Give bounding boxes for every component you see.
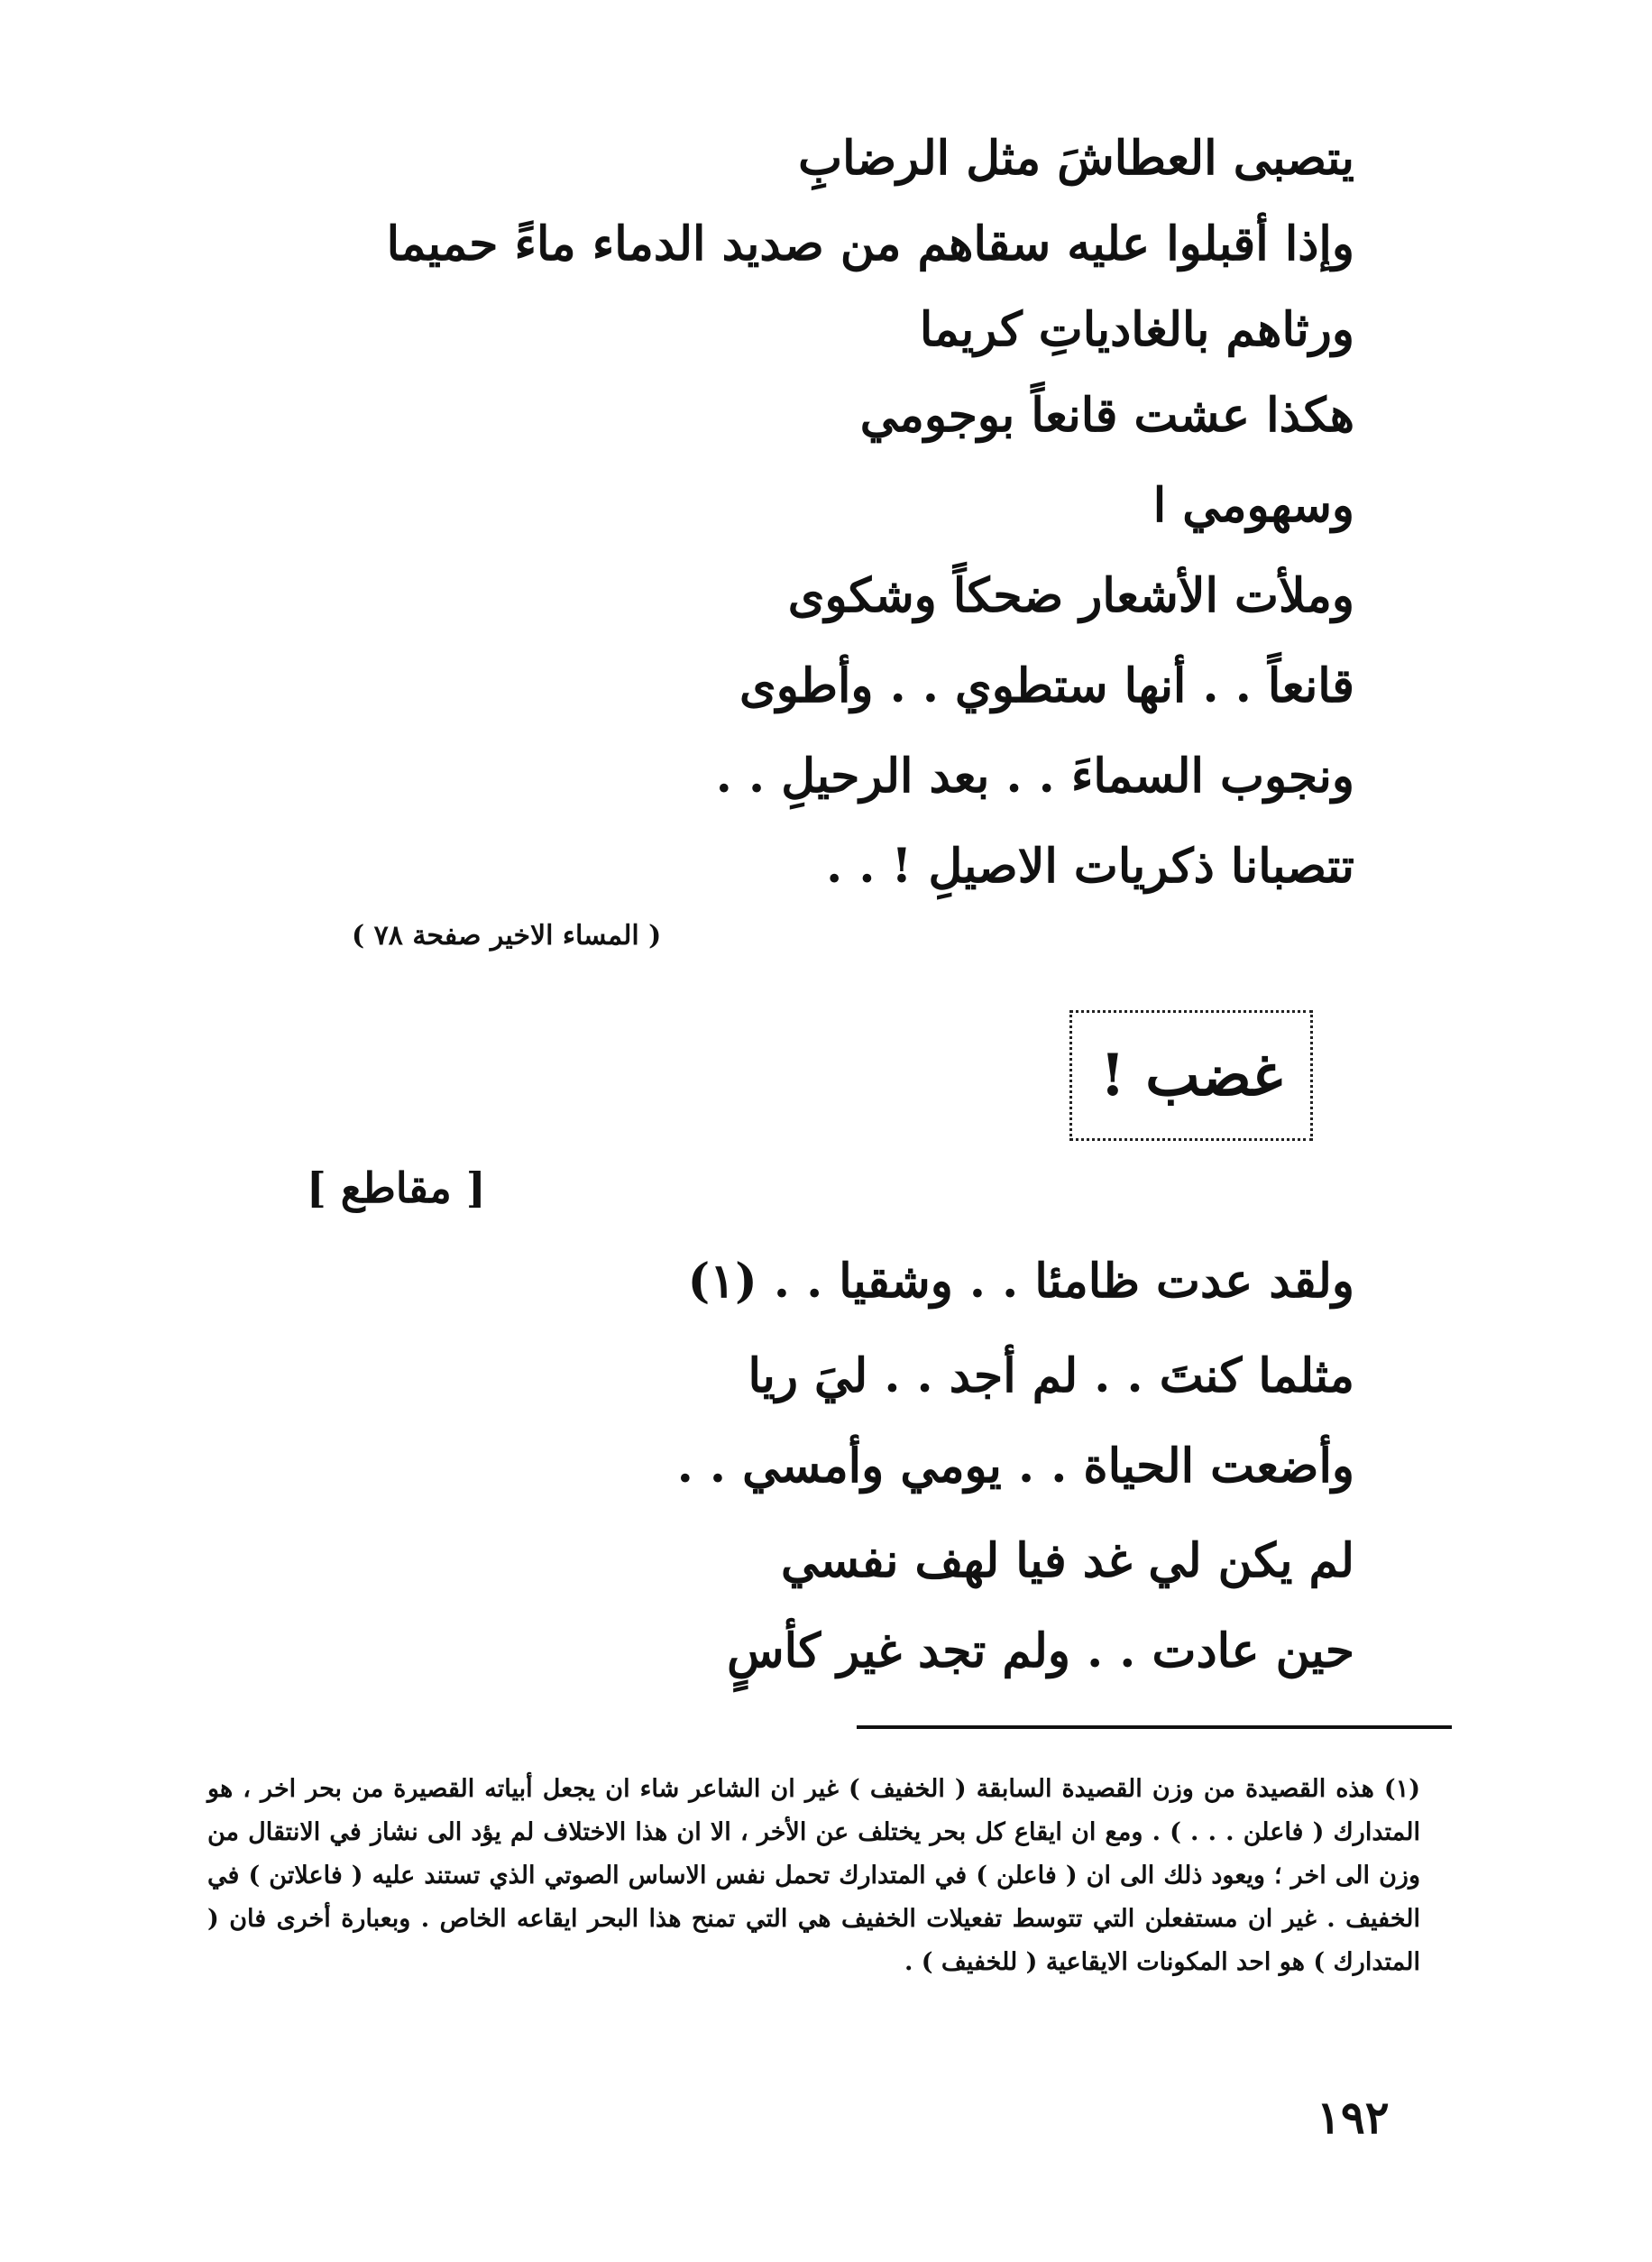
verse-line: ورثاهم بالغادياتِ كريما xyxy=(919,302,1354,357)
verse-line: حين عادت . . ولم تجد غير كأسٍ xyxy=(727,1623,1354,1678)
verse-line: وأضعت الحياة . . يومي وأمسي . . xyxy=(676,1439,1354,1494)
verse-line: تتصبانا ذكريات الاصيلِ ! . . xyxy=(826,839,1354,894)
verse-line: يتصبى العطاشَ مثل الرضابِ xyxy=(798,131,1354,186)
section-title-box xyxy=(1069,1010,1313,1141)
verse-line: لم يكن لي غد فيا لهف نفسي xyxy=(780,1533,1354,1588)
source-citation: ( المساء الاخير صفحة ٧٨ ) xyxy=(352,920,662,952)
verse-line: مثلما كنتَ . . لم أجد . . ليَ ريا xyxy=(748,1348,1354,1403)
verse-line: ولقد عدت ظامئا . . وشقيا . . (١) xyxy=(687,1254,1354,1309)
verse-line: وسهومي ا xyxy=(1152,478,1354,533)
verse-line: ونجوب السماءَ . . بعد الرحيلِ . . xyxy=(715,749,1354,804)
footnote: (١) هذه القصيدة من وزن القصيدة السابقة ( الخفيف ) غير ان الشاعر شاء ان يجعل أبياته القصيرة من بحر اخر ، هو المتدارك ( فاعلن . . . ) . ومع ان ايقاع كل بحر يختلف عن الأخر ، الا ان هذا الاختلاف لم يؤد الى نشاز في الانتقال من وزن الى اخر ؛ ويعود ذلك الى ان ( فاعلن ) في المتدارك تحمل نفس الاساس الصوتي الذي تستند عليه ( فاعلاتن ) في الخفيف . غير ان مستفعلن التي تتوسط تفعيلات الخفيف هي التي تمنح هذا البحر ايقاعه الخاص . وبعبارة أخرى فان ( المتدارك ) هو احد المكونات الايقاعية ( للخفيف ) . xyxy=(207,1775,1420,1976)
section-subtitle: [ مقاطع ] xyxy=(307,1163,486,1212)
section-title: غضب ! xyxy=(1099,1042,1283,1109)
verse-line: وملأت الأشعار ضحكاً وشكوى xyxy=(787,568,1354,623)
footnote-separator xyxy=(857,1725,1452,1729)
verse-line: هكذا عشت قانعاً بوجومي xyxy=(859,388,1354,443)
page-number: ١٩٢ xyxy=(1317,2091,1390,2144)
verse-line: وإذا أقبلوا عليه سقاهم من صديد الدماء ماءً حميما xyxy=(386,216,1354,271)
verse-line: قانعاً . . أنها ستطوي . . وأطوى xyxy=(739,658,1354,713)
